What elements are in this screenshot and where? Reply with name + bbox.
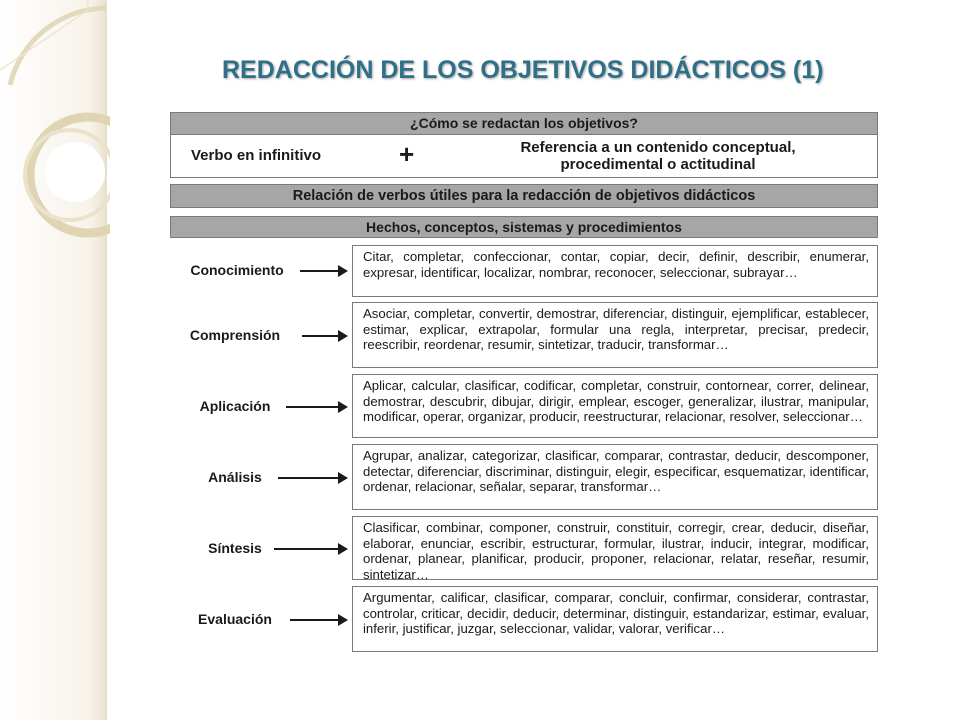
arrow-right-icon [274,548,340,550]
formula-verb: Verbo en infinitivo [191,147,322,164]
arrow-right-icon [278,477,340,479]
level-label: Aplicación [199,398,271,414]
level-verbs-box: Argumentar, calificar, clasificar, comparar, concluir, confirmar, considerar, contrastar, controlar, criticar, decidir, deducir, determinar, distinguir, estandarizar, estimar, evaluar, inferir, justificar, juzgar, seleccionar, validar, valorar, verificar… [352,586,878,652]
level-verbs-box: Agrupar, analizar, categorizar, clasificar, comparar, contrastar, deducir, descomponer, detectar, diferenciar, discriminar, distinguir, elegir, especificar, esquematizar, identificar, ordenar, relacionar, señalar, separar, transformar… [352,444,878,510]
formula-reference-line1: Referencia a un contenido conceptual, [520,139,796,156]
level-verbs-box: Aplicar, calcular, clasificar, codificar, completar, construir, contornear, correr, delinear, demostrar, descubrir, dibujar, dirigir, emplear, escoger, generalizar, ilustrar, manipular, modificar, operar, organizar, producir, reestructurar, relacionar, resolver, seleccionar… [352,374,878,438]
question-header: ¿Cómo se redactan los objetivos? [170,112,878,135]
level-verbs-box: Asociar, completar, convertir, demostrar, diferenciar, distinguir, ejemplificar, establecer, estimar, explicar, extrapolar, formular una regla, interpretar, precisar, predecir, reescribir, reordenar, resumir, sintetizar, traducir, transformar… [352,302,878,368]
formula-reference-line2: procedimental o actitudinal [560,156,756,173]
arrow-right-icon [302,335,340,337]
level-label: Conocimiento [190,262,284,278]
section-bar: Relación de verbos útiles para la redacción de objetivos didácticos [170,184,878,208]
category-bar: Hechos, conceptos, sistemas y procedimientos [170,216,878,238]
arrow-right-icon [286,406,340,408]
level-label: Análisis [208,469,262,485]
arrow-right-icon [300,270,340,272]
level-label: Comprensión [189,327,281,343]
level-verbs-box: Clasificar, combinar, componer, construir, constituir, corregir, crear, deducir, diseñar, elaborar, enunciar, escribir, estructurar, formular, ilustrar, inducir, integrar, modificar, ordenar, planear, planificar, producir, proponer, relacionar, relatar, reseñar, resumir, sintetizar… [352,516,878,580]
arrow-right-icon [290,619,340,621]
formula-row [170,135,878,178]
level-verbs-box: Citar, completar, confeccionar, contar, copiar, decir, definir, describir, enumerar, expresar, identificar, localizar, nombrar, reconocer, seleccionar, subrayar… [352,245,878,297]
level-label: Evaluación [198,611,272,627]
formula-plus: + [399,139,415,169]
formula-reference [467,139,849,173]
decorative-rings [0,0,110,720]
level-label: Síntesis [208,540,262,556]
slide-title: REDACCIÓN DE LOS OBJETIVOS DIDÁCTICOS (1) [222,56,824,84]
